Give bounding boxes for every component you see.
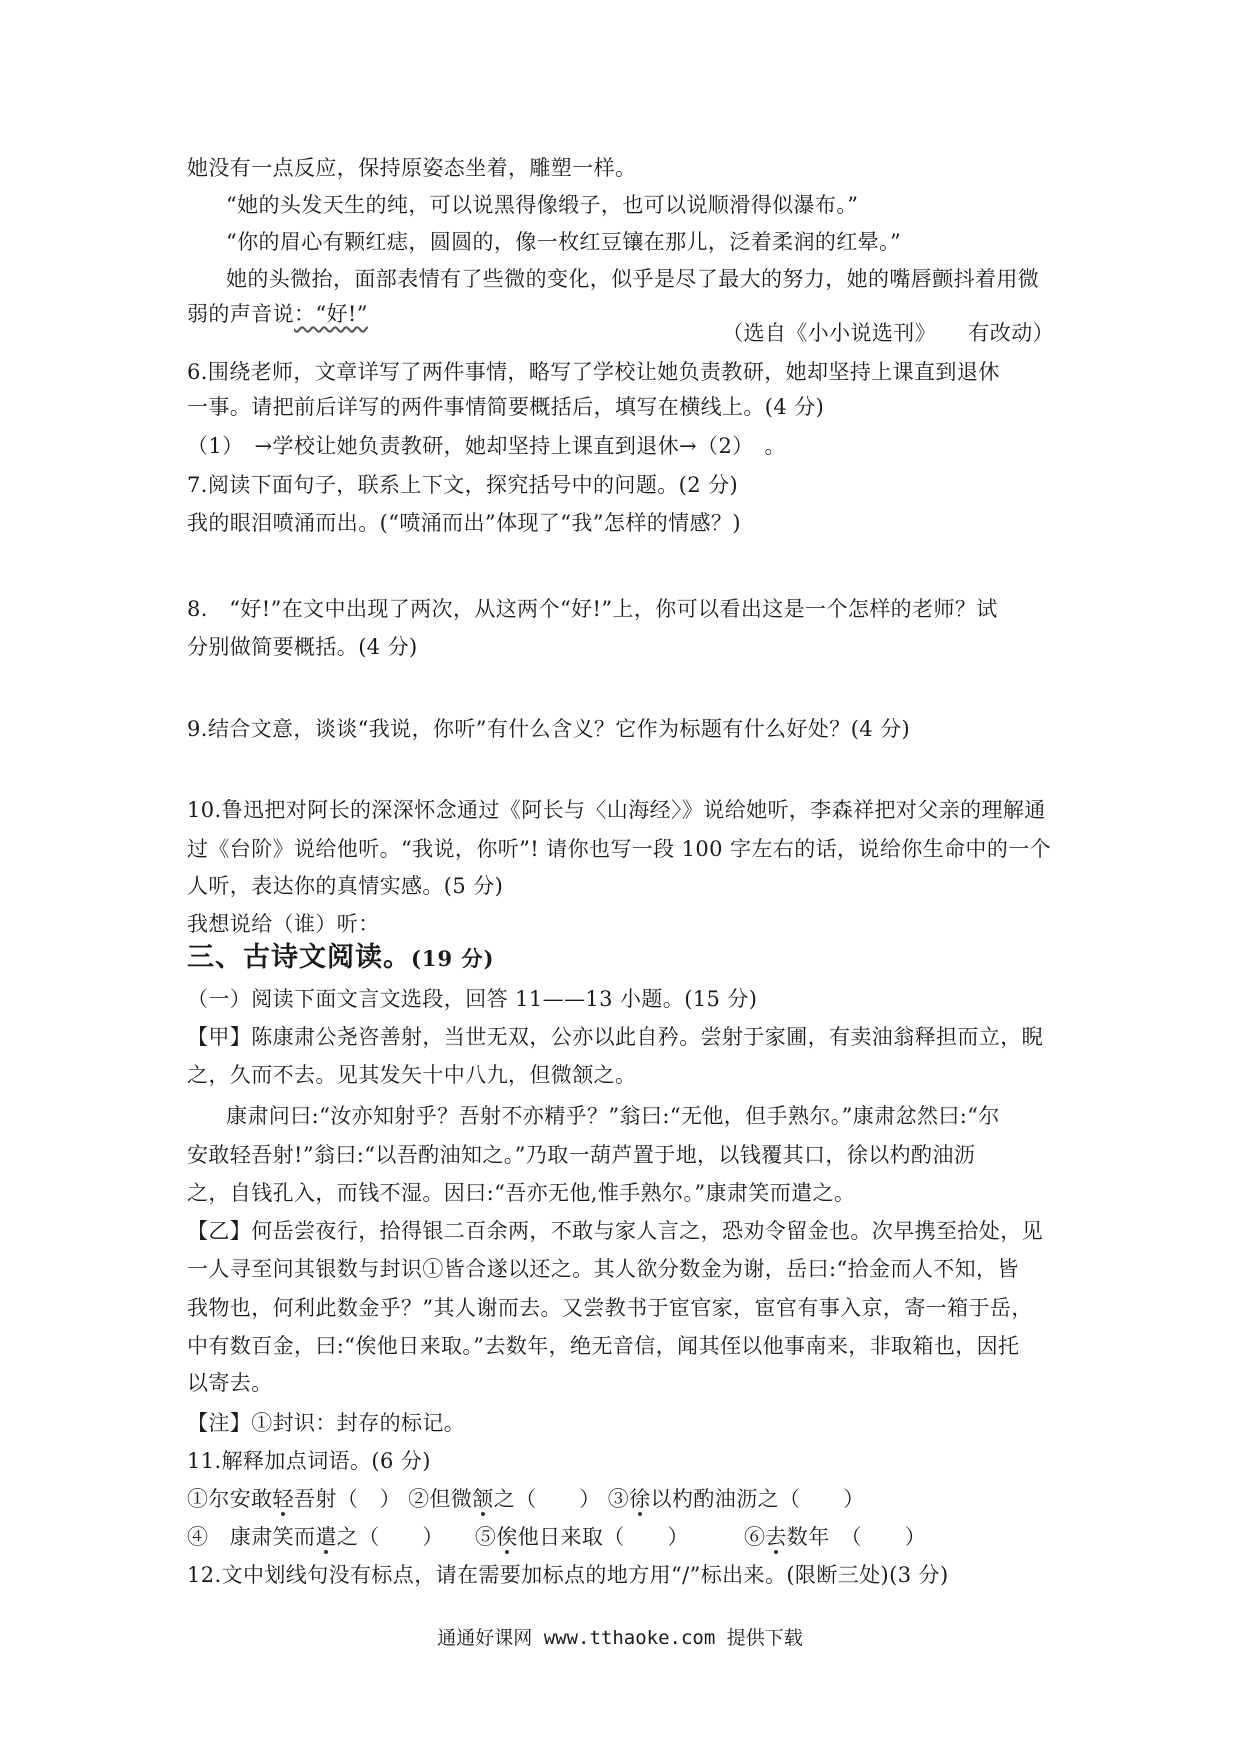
question-6-answer-line: （1） →学校让她负责教研，她却坚持上课直到退休→（2） 。 <box>187 434 786 458</box>
question-9: 9.结合文意，谈谈“我说，你听”有什么含义？它作为标题有什么好处？(4 分) <box>187 717 911 741</box>
section-heading <box>187 943 494 974</box>
dotted-word: 徐 <box>629 1487 651 1511</box>
question-8-cont: 分别做简要概括。(4 分) <box>187 635 418 659</box>
question-12: 12.文中划线句没有标点，请在需要加标点的地方用“/”标出来。(限断三处)(3 分) <box>187 1563 949 1587</box>
item-blank: 之（ ） <box>336 1525 444 1549</box>
dotted-word: 颔 <box>472 1487 494 1511</box>
question-6-cont: 一事。请把前后详写的两件事情简要概括后，填写在横线上。(4 分) <box>187 395 825 419</box>
dotted-word: 俟 <box>496 1525 518 1549</box>
classical-text-yi: 【乙】何岳尝夜行，拾得银二百余两，不敢与家人言之，恐劝令留金也。次早携至拾处，见 <box>187 1219 1043 1243</box>
classical-text-jia: 之，自钱孔入，而钱不湿。因曰:“吾亦无他,惟手熟尔。”康肃笑而遣之。 <box>187 1181 856 1205</box>
passage-paragraph: “她的头发天生的纯，可以说黑得像缎子，也可以说顺滑得似瀑布。” <box>226 193 859 217</box>
item-text: ③ <box>607 1487 630 1511</box>
question-7-sentence: 我的眼泪喷涌而出。(“喷涌而出”体现了“我”怎样的情感？) <box>187 511 741 535</box>
section-title: 三、古诗文阅读。 <box>187 942 411 973</box>
page-footer: 通通好课网 www.tthaoke.com 提供下载 <box>437 1627 803 1649</box>
item-blank: 以杓酌油沥之（ ） <box>650 1487 865 1511</box>
question-11-row <box>187 1484 865 1514</box>
footnote: 【注】①封识：封存的标记。 <box>187 1411 466 1435</box>
item-blank: 数年 （ ） <box>786 1525 927 1549</box>
item-blank: 吾射（ ） <box>294 1487 402 1511</box>
question-10-cont: 人听，表达你的真情实感。(5 分) <box>187 874 504 898</box>
classical-text-yi: 中有数百金，曰:“俟他日来取。”去数年，绝无音信，闻其侄以他事南来，非取箱也，因托 <box>187 1334 1020 1358</box>
item-blank: 他日来取（ ） <box>517 1525 689 1549</box>
question-11-row <box>187 1522 926 1552</box>
question-7: 7.阅读下面句子，联系上下文，探究括号中的问题。(2 分) <box>187 473 739 497</box>
item-text: ①尔安敢 <box>187 1487 273 1511</box>
dotted-word: 遣 <box>315 1525 337 1549</box>
classical-text-yi: 一人寻至问其银数与封识①皆合遂以还之。其人欲分数金为谢，岳曰:“拾金而人不知，皆 <box>187 1257 1019 1281</box>
item-blank: 之（ ） <box>493 1487 601 1511</box>
wavy-underlined-quote: ：“好!” <box>294 302 368 326</box>
item-text: ④ 康肃笑而 <box>187 1525 316 1549</box>
question-10-prompt: 我想说给（谁）听： <box>187 912 380 936</box>
dotted-word: 轻 <box>272 1487 295 1511</box>
classical-text-jia: 之，久而不去。见其发矢十中八九，但微颔之。 <box>187 1063 637 1087</box>
question-8: 8. “好!”在文中出现了两次，从这两个“好!”上，你可以看出这是一个怎样的老师？试 <box>187 597 998 621</box>
passage-paragraph: 她的头微抬，面部表情有了些微的变化，似乎是尽了最大的努力，她的嘴唇颤抖着用微 <box>226 267 1040 291</box>
question-6: 6.围绕老师，文章详写了两件事情，略写了学校让她负责教研，她却坚持上课直到退休 <box>187 360 1000 384</box>
classical-text-yi: 以寄去。 <box>187 1371 273 1395</box>
question-11: 11.解释加点词语。(6 分) <box>187 1449 431 1473</box>
section-score: (19 分) <box>411 946 495 971</box>
passage-paragraph: 她没有一点反应，保持原姿态坐着，雕塑一样。 <box>187 156 637 180</box>
section-subheading: （一）阅读下面文言文选段，回答 11——13 小题。(15 分) <box>187 987 758 1011</box>
classical-text-yi: 我物也，何利此数金乎？”其人谢而去。又尝教书于宦官家，宦官有事入京，寄一箱于岳， <box>187 1296 1033 1320</box>
passage-paragraph: “你的眉心有颗红痣，圆圆的，像一枚红豆镶在那儿，泛着柔润的红晕。” <box>226 230 902 254</box>
source-note: （选自《小小说选刊》 有改动） <box>722 321 1054 345</box>
item-text: ②但微 <box>408 1487 473 1511</box>
passage-paragraph-cont <box>187 299 368 329</box>
classical-text-jia: 【甲】陈康肃公尧咨善射，当世无双，公亦以此自矜。尝射于家圃，有卖油翁释担而立，睨 <box>187 1025 1043 1049</box>
classical-text-jia: 康肃问曰:“汝亦知射乎？吾射不亦精乎？”翁曰:“无他，但手熟尔。”康肃忿然曰:“尔 <box>226 1104 1000 1128</box>
item-text: ⑥ <box>743 1525 766 1549</box>
classical-text-jia: 安敢轻吾射!”翁曰:“以吾酌油知之。”乃取一葫芦置于地，以钱覆其口，徐以杓酌油沥 <box>187 1143 976 1167</box>
item-text: ⑤ <box>474 1525 497 1549</box>
question-10-cont: 过《台阶》说给他听。“我说，你听”! 请你也写一段 100 字左右的话，说给你生命中的一个 <box>187 837 1052 861</box>
passage-text: 弱的声音说 <box>187 302 294 326</box>
dotted-word: 去 <box>765 1525 787 1549</box>
question-10: 10.鲁迅把对阿长的深深怀念通过《阿长与〈山海经〉》说给她听，李森祥把对父亲的理解通 <box>187 798 1046 822</box>
